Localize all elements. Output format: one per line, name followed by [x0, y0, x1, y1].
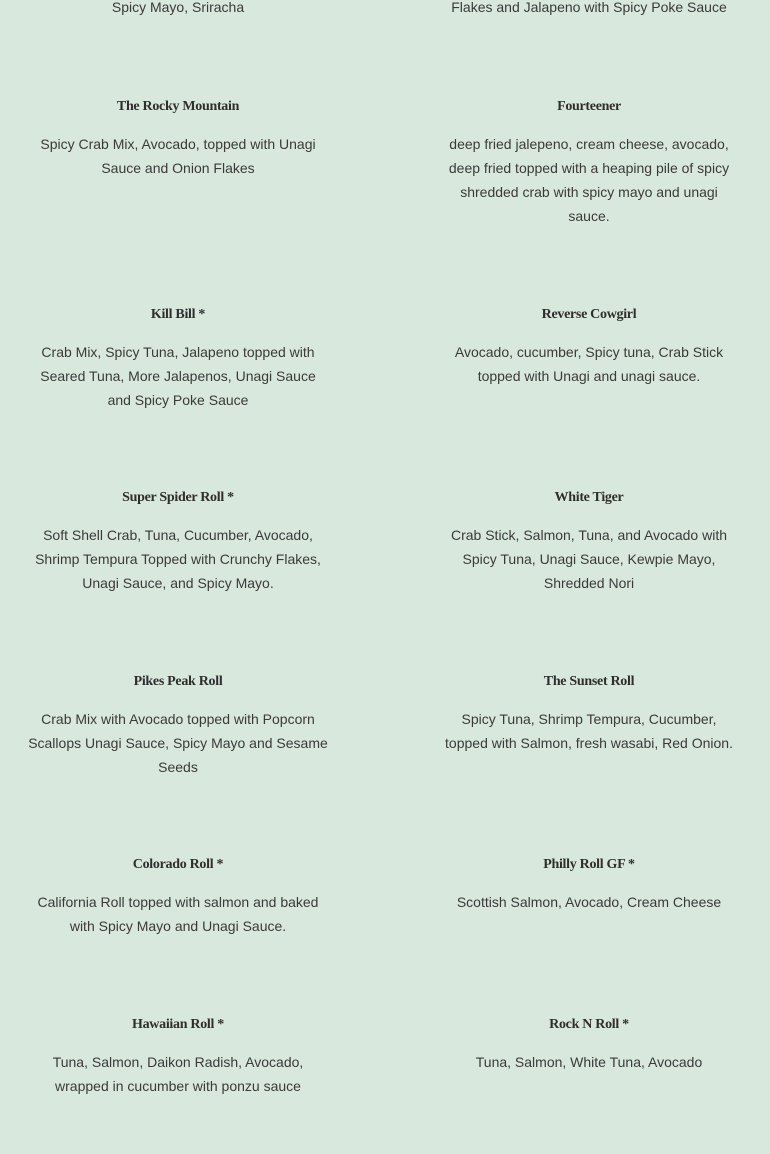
menu-item-rock-n-roll — [439, 1016, 739, 1074]
menu-item-name: Fourteener — [557, 99, 621, 114]
menu-item-name: Super Spider Roll * — [122, 490, 234, 505]
menu-item-philly-roll — [439, 856, 739, 914]
menu-item-name: Hawaiian Roll * — [132, 1017, 224, 1032]
menu-item-partial-right — [439, 0, 739, 19]
menu-item-description: deep fried jalepeno, cream cheese, avocado, deep fried topped with a heaping pile of spicy shredded crab with spicy mayo and unagi sauce. — [448, 136, 730, 224]
menu-item-description: Flakes and Jalapeno with Spicy Poke Sauce — [451, 0, 727, 15]
menu-item-description: Tuna, Salmon, Daikon Radish, Avocado, wrapped in cucumber with ponzu sauce — [52, 1054, 304, 1094]
menu-item-name: White Tiger — [554, 490, 624, 505]
menu-item-rocky-mountain — [28, 98, 328, 180]
menu-item-fourteener — [439, 98, 739, 228]
menu-item-name: Kill Bill * — [150, 307, 206, 322]
menu-item-name: Reverse Cowgirl — [541, 307, 637, 322]
menu-item-description: Soft Shell Crab, Tuna, Cucumber, Avocado, Shrimp Tempura Topped with Crunchy Flakes, Unagi Sauce, and Spicy Mayo. — [35, 527, 321, 591]
menu-item-sunset-roll — [439, 673, 739, 755]
menu-item-description: Tuna, Salmon, White Tuna, Avocado — [475, 1054, 703, 1070]
menu-item-reverse-cowgirl — [439, 306, 739, 388]
menu-item-name: The Rocky Mountain — [116, 99, 240, 114]
menu-item-name: Philly Roll GF * — [543, 857, 635, 872]
menu-item-colorado-roll — [28, 856, 328, 938]
menu-item-description: Crab Mix with Avocado topped with Popcorn Scallops Unagi Sauce, Spicy Mayo and Sesame Seeds — [28, 711, 328, 775]
menu-item-description: Scottish Salmon, Avocado, Cream Cheese — [456, 894, 722, 910]
menu-item-description: Spicy Crab Mix, Avocado, topped with Unagi Sauce and Onion Flakes — [40, 136, 316, 176]
menu-item-partial-left — [28, 0, 328, 19]
menu-item-description: Crab Mix, Spicy Tuna, Jalapeno topped with Seared Tuna, More Jalapenos, Unagi Sauce and Spicy Poke Sauce — [40, 344, 316, 408]
menu-item-description: Crab Stick, Salmon, Tuna, and Avocado with Spicy Tuna, Unagi Sauce, Kewpie Mayo, Shredded Nori — [450, 527, 727, 591]
menu-item-description: Spicy Tuna, Shrimp Tempura, Cucumber, topped with Salmon, fresh wasabi, Red Onion. — [445, 711, 733, 751]
menu-item-super-spider-roll — [28, 489, 328, 595]
menu-item-white-tiger — [439, 489, 739, 595]
menu-item-name: Colorado Roll * — [132, 857, 224, 872]
menu-item-hawaiian-roll — [28, 1016, 328, 1098]
menu-item-description: Avocado, cucumber, Spicy tuna, Crab Stick topped with Unagi and unagi sauce. — [454, 344, 724, 384]
menu-item-name: Pikes Peak Roll — [133, 674, 223, 689]
menu-item-pikes-peak-roll — [28, 673, 328, 779]
menu-item-name: Rock N Roll * — [549, 1017, 629, 1032]
menu-item-kill-bill — [28, 306, 328, 412]
menu-item-description: Spicy Mayo, Sriracha — [111, 0, 245, 15]
menu-item-description: California Roll topped with salmon and baked with Spicy Mayo and Unagi Sauce. — [37, 894, 319, 934]
menu-item-name: The Sunset Roll — [543, 674, 635, 689]
